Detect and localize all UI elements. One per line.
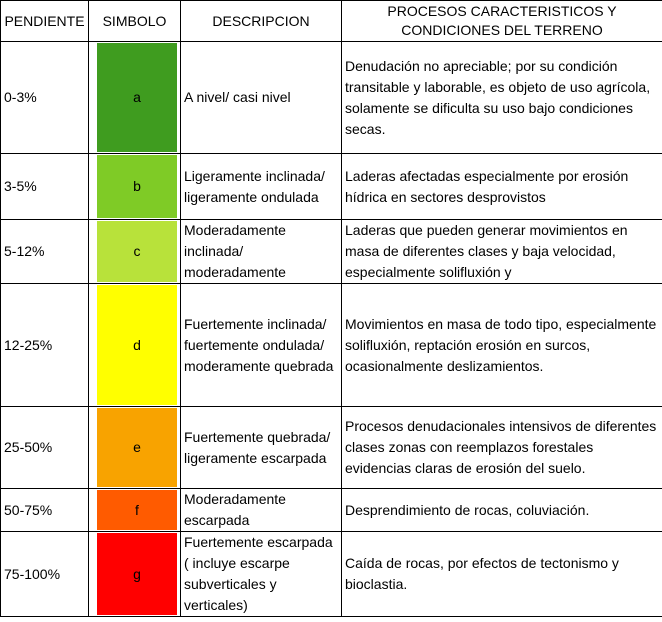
table-row (1, 407, 662, 489)
symbol-swatch: b (97, 155, 177, 218)
symbol-swatch: a (97, 43, 177, 152)
table-row (1, 154, 662, 220)
symbol-cell (89, 42, 181, 154)
symbol-cell (89, 407, 181, 489)
description-cell: A nivel/ casi nivel (181, 42, 342, 154)
symbol-cell (89, 489, 181, 532)
symbol-cell (89, 220, 181, 284)
pendiente-cell: 12-25% (1, 284, 89, 407)
processes-cell: Caída de rocas, por efectos de tectonismo y bioclastia. (342, 532, 662, 617)
table-row (1, 220, 662, 284)
processes-cell: Denudación no apreciable; por su condición transitable y laborable, es objeto de uso agrícola, solamente se dificulta su uso bajo condiciones secas. (342, 42, 662, 154)
pendiente-cell: 5-12% (1, 220, 89, 284)
pendiente-cell: 0-3% (1, 42, 89, 154)
processes-cell: Desprendimiento de rocas, coluviación. (342, 489, 662, 532)
description-cell: Moderadamente escarpada (181, 489, 342, 532)
symbol-swatch: c (97, 221, 177, 282)
table-row (1, 42, 662, 154)
header-pendiente: PENDIENTE (1, 1, 89, 42)
description-cell: Ligeramente inclinada/ ligeramente ondulada (181, 154, 342, 220)
pendiente-cell: 3-5% (1, 154, 89, 220)
symbol-swatch: d (97, 285, 177, 405)
table-row (1, 532, 662, 617)
symbol-swatch: g (97, 533, 177, 615)
symbol-cell (89, 154, 181, 220)
symbol-cell (89, 532, 181, 617)
processes-cell: Laderas que pueden generar movimientos en masa de diferentes clases y baja velocidad, especialmente solifluxión y (342, 220, 662, 284)
pendiente-cell: 75-100% (1, 532, 89, 617)
description-cell: Moderadamente inclinada/ moderadamente (181, 220, 342, 284)
symbol-cell (89, 284, 181, 407)
symbol-swatch: f (97, 490, 177, 530)
table-header-row (1, 1, 662, 42)
symbol-swatch: e (97, 408, 177, 487)
header-procesos: PROCESOS CARACTERISTICOS Y CONDICIONES DEL TERRENO (342, 1, 662, 42)
header-simbolo: SIMBOLO (89, 1, 181, 42)
description-cell: Fuertemente escarpada ( incluye escarpe subverticales y verticales) (181, 532, 342, 617)
processes-cell: Procesos denudacionales intensivos de diferentes clases zonas con reemplazos forestales evidencias claras de erosión del suelo. (342, 407, 662, 489)
processes-cell: Laderas afectadas especialmente por erosión hídrica en sectores desprovistos (342, 154, 662, 220)
description-cell: Fuertemente quebrada/ ligeramente escarpada (181, 407, 342, 489)
pendiente-cell: 25-50% (1, 407, 89, 489)
processes-cell: Movimientos en masa de todo tipo, especialmente solifluxión, reptación erosión en surcos, ocasionalmente deslizamientos. (342, 284, 662, 407)
header-descripcion: DESCRIPCION (181, 1, 342, 42)
pendiente-cell: 50-75% (1, 489, 89, 532)
table-row (1, 489, 662, 532)
description-cell: Fuertemente inclinada/ fuertemente ondulada/ moderamente quebrada (181, 284, 342, 407)
table-row (1, 284, 662, 407)
